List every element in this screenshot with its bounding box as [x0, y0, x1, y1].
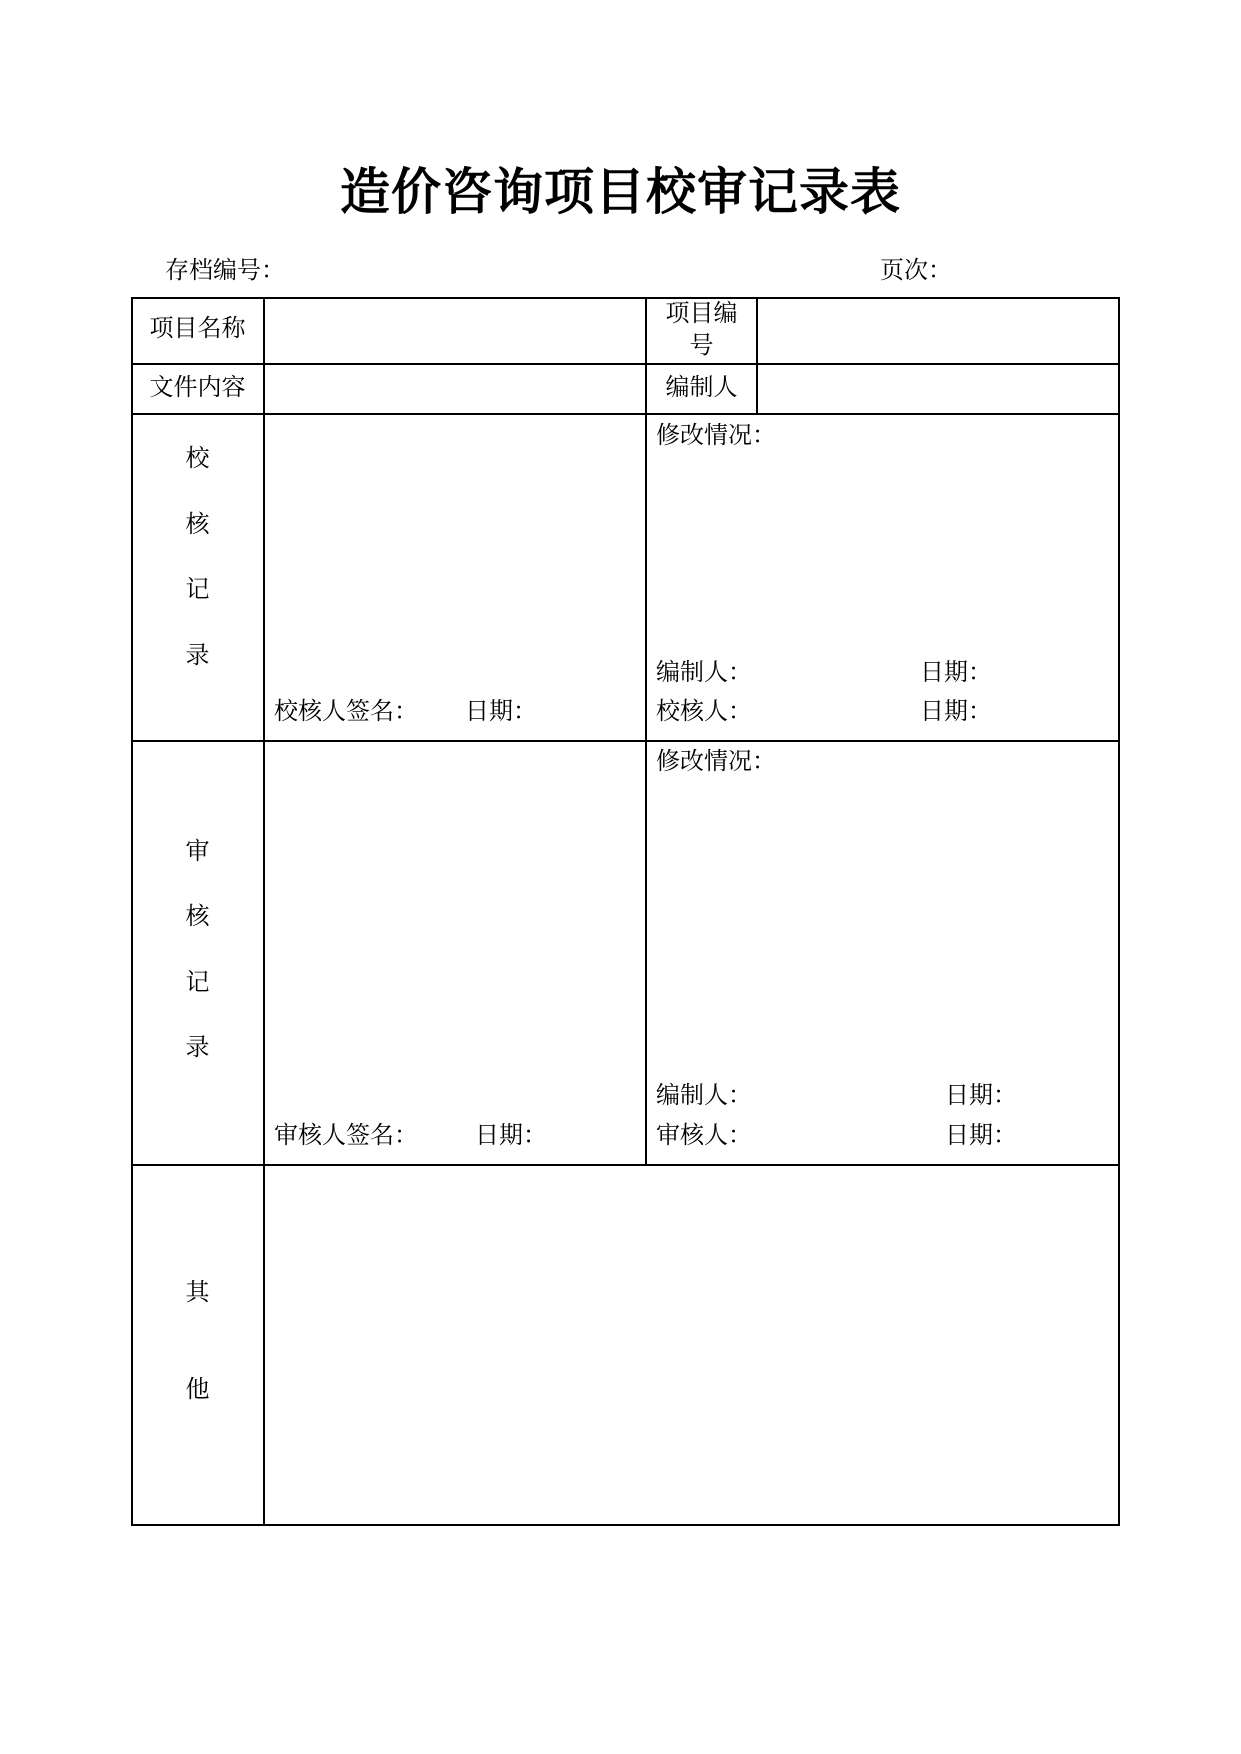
side-label-char: 校	[185, 446, 210, 472]
other-notes-field[interactable]	[265, 1166, 1117, 1523]
review-reviewer-label: 审核人：	[656, 1123, 752, 1149]
reviewer-signature-date-label: 日期：	[475, 1123, 547, 1149]
project-number-label-line2: 号	[689, 333, 714, 359]
review-revision-label: 修改情况：	[656, 749, 776, 775]
review-compiler-date-label: 日期：	[945, 1083, 1017, 1109]
check-revision-label: 修改情况：	[656, 423, 776, 449]
check-checker-label: 校核人：	[656, 699, 752, 725]
page-title: 造价咨询项目校审记录表	[340, 164, 901, 220]
compiler-label: 编制人	[665, 375, 738, 401]
side-label-char: 录	[185, 1035, 210, 1061]
project-name-label: 项目名称	[149, 316, 246, 342]
check-compiler-label: 编制人：	[656, 660, 752, 686]
column-divider	[645, 297, 647, 1165]
side-label-char: 审	[185, 839, 210, 865]
compiler-field[interactable]	[758, 365, 1117, 412]
table-border-right	[1118, 297, 1120, 1526]
check-checker-date-label: 日期：	[920, 699, 992, 725]
side-label-char: 他	[185, 1377, 210, 1403]
project-number-field[interactable]	[758, 299, 1117, 362]
review-revision-field[interactable]	[758, 782, 1117, 1072]
side-label-char: 录	[185, 643, 210, 669]
checker-signature-date-label: 日期：	[465, 699, 537, 725]
project-name-field[interactable]	[265, 299, 644, 362]
side-label-char: 其	[185, 1280, 210, 1306]
checker-signature-label: 校核人签名：	[274, 699, 418, 725]
file-content-label: 文件内容	[149, 375, 246, 401]
check-compiler-date-label: 日期：	[920, 660, 992, 686]
archive-number-label: 存档编号：	[165, 258, 285, 284]
check-opinion-field[interactable]	[265, 415, 644, 675]
table-border-bottom	[131, 1524, 1120, 1526]
file-content-field[interactable]	[265, 365, 644, 412]
side-label-char: 记	[185, 970, 210, 996]
side-label-char: 核	[185, 512, 210, 538]
check-revision-field[interactable]	[758, 455, 1117, 645]
page-number-label: 页次：	[880, 258, 952, 284]
review-opinion-field[interactable]	[265, 742, 644, 1102]
side-label-char: 核	[185, 904, 210, 930]
project-number-label-line1: 项目编	[665, 301, 738, 327]
side-label-char: 记	[185, 577, 210, 603]
review-reviewer-date-label: 日期：	[945, 1123, 1017, 1149]
reviewer-signature-label: 审核人签名：	[274, 1123, 418, 1149]
review-compiler-label: 编制人：	[656, 1083, 752, 1109]
